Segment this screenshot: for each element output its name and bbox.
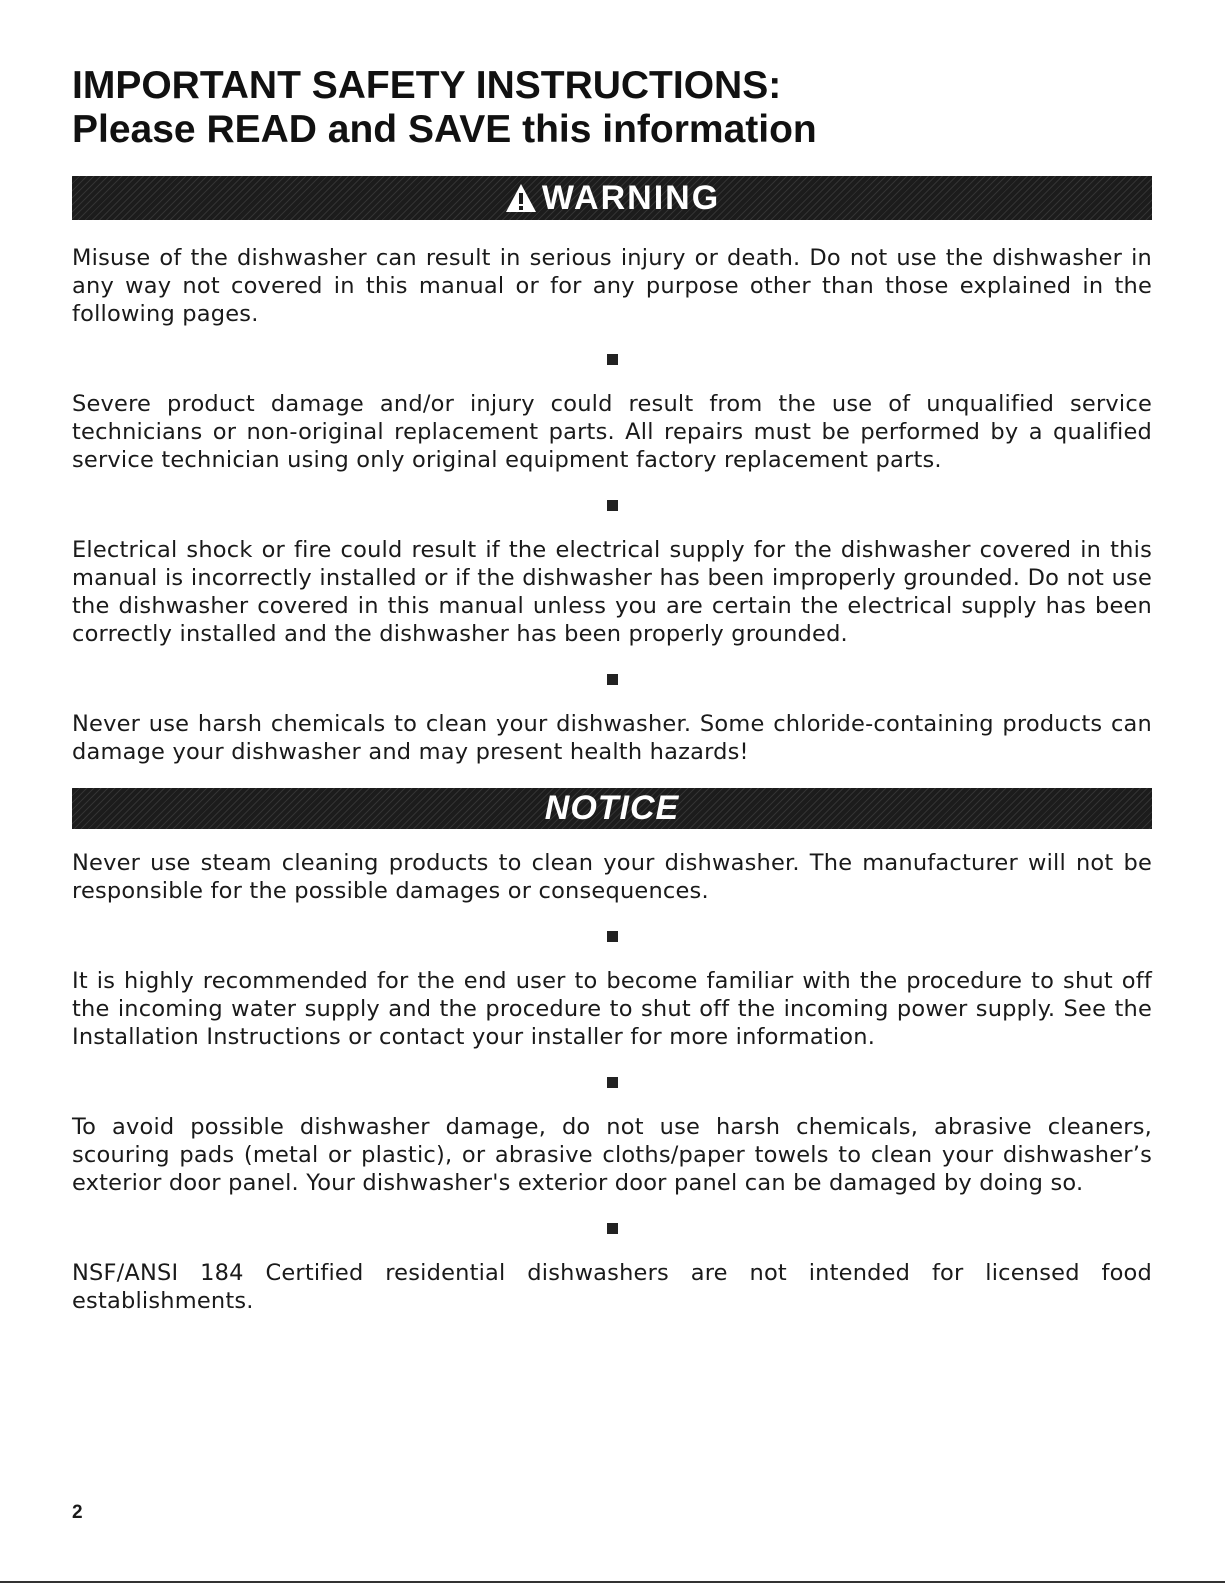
warning-paragraph-service: Severe product damage and/or injury could result from the use of unqualified service technicians or non-original replacement parts. All repairs must be performed by a qualified service technician using only original equipment factory replacement parts.: [72, 391, 1152, 473]
bullet-square-icon: [607, 354, 618, 365]
notice-paragraph-shutoff: It is highly recommended for the end user to become familiar with the procedure to shut off the incoming water supply and the procedure to shut off the incoming power supply. See the Installation Instructions or contact your installer for more information.: [72, 968, 1152, 1050]
notice-paragraph-steam: Never use steam cleaning products to clean your dishwasher. The manufacturer will not be responsible for the possible damages or consequences.: [72, 850, 1152, 904]
separator: [72, 1197, 1152, 1259]
warning-paragraph-electrical: Electrical shock or fire could result if the electrical supply for the dishwasher covered in this manual is incorrectly installed or if the dishwasher has been improperly grounded. Do not use the dishwasher covered in this manual unless you are certain the electrical supply has been correctly installed and the dishwasher has been properly grounded.: [72, 537, 1152, 647]
bullet-square-icon: [607, 674, 618, 685]
notice-paragraph-door-panel: To avoid possible dishwasher damage, do not use harsh chemicals, abrasive cleaners, scouring pads (metal or plastic), or abrasive cloths/paper towels to clean your dishwasher’s exterior door panel. Your dishwasher's exterior door panel can be damaged by doing so.: [72, 1114, 1152, 1196]
notice-banner: [72, 788, 1152, 829]
page-title-line-2: Please READ and SAVE this information: [72, 108, 817, 151]
bullet-square-icon: [607, 1223, 618, 1234]
notice-label: NOTICE: [544, 789, 680, 827]
warning-label: WARNING: [541, 178, 721, 217]
separator: [72, 474, 1152, 536]
warning-paragraph-misuse: Misuse of the dishwasher can result in serious injury or death. Do not use the dishwasher in any way not covered in this manual or for any purpose other than those explained in the following pages.: [72, 245, 1152, 327]
separator: [72, 905, 1152, 967]
warning-paragraph-chemicals: Never use harsh chemicals to clean your dishwasher. Some chloride-containing products can damage your dishwasher and may present health hazards!: [72, 711, 1152, 765]
bullet-square-icon: [607, 931, 618, 942]
notice-paragraph-nsf: NSF/ANSI 184 Certified residential dishwashers are not intended for licensed food establishments.: [72, 1260, 1152, 1314]
bullet-square-icon: [607, 500, 618, 511]
separator: [72, 1051, 1152, 1113]
page-content: [72, 64, 1152, 1315]
separator: [72, 328, 1152, 390]
separator: [72, 648, 1152, 710]
page-title-line-1: IMPORTANT SAFETY INSTRUCTIONS:: [72, 64, 782, 107]
warning-banner: [72, 176, 1152, 220]
page-number: 2: [72, 1502, 83, 1523]
warning-triangle-icon: [504, 182, 538, 214]
bottom-rule: [0, 1581, 1225, 1583]
bullet-square-icon: [607, 1077, 618, 1088]
